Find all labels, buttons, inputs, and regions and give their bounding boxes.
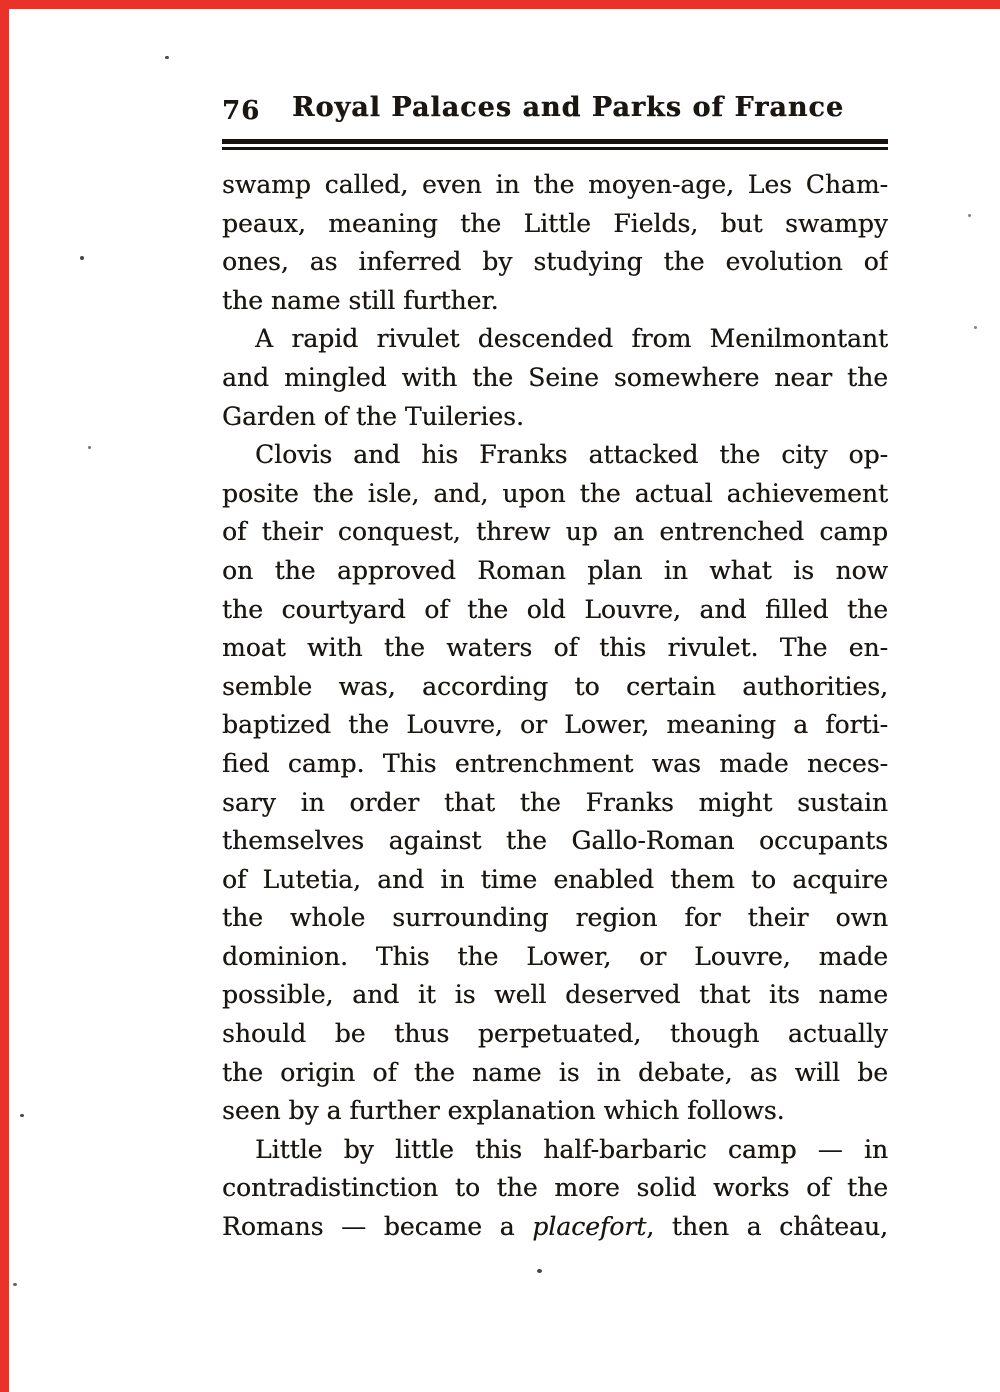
text-line: the name still further.	[222, 285, 499, 315]
scan-speck	[80, 256, 84, 260]
page-number: 76	[222, 96, 261, 126]
scan-speck	[20, 1114, 24, 1117]
page-content	[222, 92, 888, 1247]
text-line: the courtyard of the old Louvre, and filled the	[222, 594, 888, 624]
text-line: of their conquest, threw up an entrenched camp	[222, 517, 888, 547]
text-line: of Lutetia, and in time enabled them to acquire	[222, 864, 888, 894]
text-line: A rapid rivulet descended from Menilmontant	[255, 324, 888, 354]
page-title: Royal Palaces and Parks of France	[291, 92, 845, 123]
scan-speck	[165, 56, 169, 59]
text-line: Clovis and his Franks attacked the city op-	[255, 440, 888, 470]
text-line: possible, and it is well deserved that its name	[222, 980, 888, 1010]
text-line: moat with the waters of this rivulet. The en-	[222, 633, 888, 663]
text-line: seen by a further explanation which follows.	[222, 1096, 785, 1126]
running-header	[222, 92, 888, 132]
text-line: posite the isle, and, upon the actual achievement	[222, 478, 888, 508]
text-line: the whole surrounding region for their own	[222, 903, 888, 933]
scan-speck	[968, 214, 971, 217]
text-line: ones, as inferred by studying the evolution of	[222, 247, 888, 277]
scan-edge-red-top	[0, 0, 1000, 9]
text-line: Garden of the Tuileries.	[222, 401, 524, 431]
scan-speck	[13, 1283, 17, 1286]
text-line: swamp called, even in the moyen-age, Les Cham-	[222, 170, 888, 199]
text-line: dominion. This the Lower, or Louvre, made	[222, 941, 888, 971]
text-line: themselves against the Gallo-Roman occupants	[222, 826, 888, 856]
text-line: baptized the Louvre, or Lower, meaning a forti-	[222, 710, 888, 740]
text-line: should be thus perpetuated, though actually	[222, 1019, 888, 1049]
scan-speck	[537, 1269, 542, 1273]
text-line: fied camp. This entrenchment was made neces-	[222, 748, 888, 778]
rule-thick-line	[222, 139, 888, 144]
page-body	[222, 166, 888, 1247]
text-line: peaux, meaning the Little Fields, but swampy	[222, 208, 888, 238]
text-line: and mingled with the Seine somewhere near the	[222, 362, 888, 392]
rule-thin-line	[222, 147, 888, 150]
scan-speck	[88, 446, 91, 449]
scan-speck	[974, 326, 977, 329]
text-line: sary in order that the Franks might sustain	[222, 787, 888, 817]
text-line: Romans — became a placefort, then a château,	[222, 1212, 888, 1242]
header-double-rule	[222, 139, 888, 150]
text-line: contradistinction to the more solid works of the	[222, 1173, 888, 1203]
text-line: the origin of the name is in debate, as will be	[222, 1057, 888, 1087]
text-line: on the approved Roman plan in what is now	[222, 555, 888, 585]
text-line: semble was, according to certain authorities,	[222, 671, 888, 701]
scan-edge-red-left	[0, 0, 9, 1392]
text-line: Little by little this half-barbaric camp — in	[255, 1134, 888, 1164]
